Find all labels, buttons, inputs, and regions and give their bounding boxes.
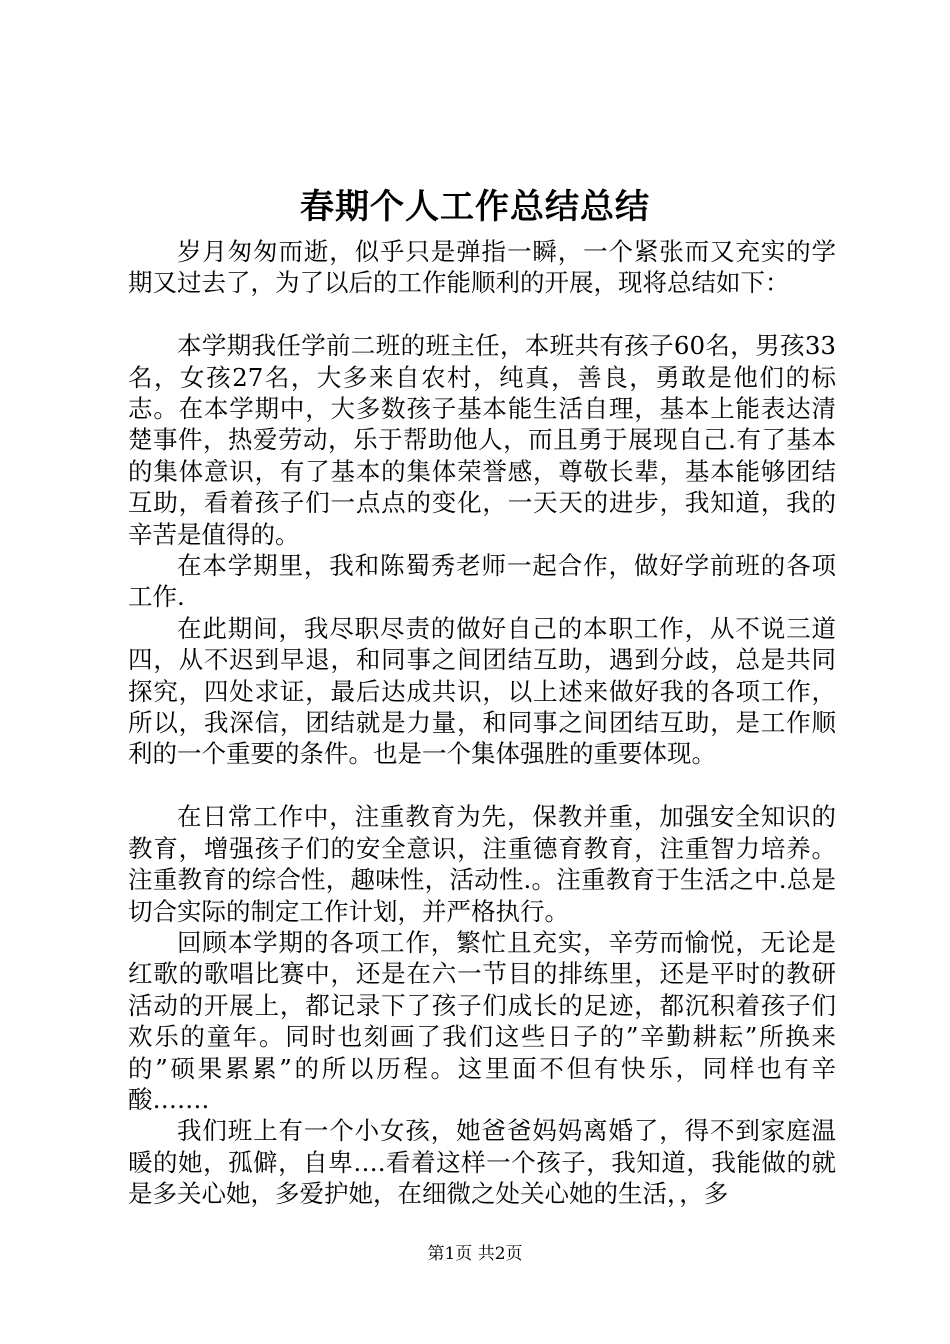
paragraph-teamwork: 在此期间，我尽职尽责的做好自己的本职工作，从不说三道四，从不迟到早退，和同事之间团结互助，遇到分歧，总是共同探究，四处求证，最后达成共识，以上述来做好我的各项工作，所以，我深信，团结就是力量，和同事之间团结互助，是工作顺利的一个重要的条件。也是一个集体强胜的重要体现。: [128, 613, 836, 769]
paragraph-review: 回顾本学期的各项工作，繁忙且充实，辛劳而愉悦，无论是红歌的歌唱比赛中，还是在六一节目的排练里，还是平时的教研活动的开展上，都记录下了孩子们成长的足迹，都沉积着孩子们欢乐的童年。同时也刻画了我们这些日子的”辛勤耕耘”所换来的”硕果累累”的所以历程。这里面不但有快乐，同样也有辛酸…….: [128, 927, 836, 1114]
document-title: 春期个人工作总结总结: [300, 187, 650, 227]
paragraph-class-overview: 本学期我任学前二班的班主任，本班共有孩子60名，男孩33名，女孩27名，大多来自农村，纯真，善良，勇敢是他们的标志。在本学期中，大多数孩子基本能生活自理，基本上能表达清楚事件，热爱劳动，乐于帮助他人，而且勇于展现自己.有了基本的集体意识，有了基本的集体荣誉感，尊敬长辈，基本能够团结互助，看着孩子们一点点的变化，一天天的进步，我知道，我的辛苦是值得的。: [128, 331, 836, 549]
paragraph-cooperation: 在本学期里，我和陈蜀秀老师一起合作，做好学前班的各项工作.: [128, 551, 836, 612]
document-body: [128, 236, 836, 1210]
paragraph-intro: 岁月匆匆而逝，似乎只是弹指一瞬，一个紧张而又充实的学期又过去了，为了以后的工作能顺利的开展，现将总结如下：: [128, 237, 836, 298]
paragraph-student-story: 我们班上有一个小女孩，她爸爸妈妈离婚了，得不到家庭温暖的她，孤僻，自卑….看着这样一个孩子，我知道，我能做的就是多关心她，多爱护她，在细微之处关心她的生活，，多: [128, 1116, 836, 1209]
paragraph-daily-work: 在日常工作中，注重教育为先，保教并重，加强安全知识的教育，增强孩子们的安全意识，注重德育教育，注重智力培养。注重教育的综合性，趣味性，活动性.。注重教育于生活之中.总是切合实际的制定工作计划，并严格执行。: [128, 802, 836, 926]
page-number-footer: 第1页 共2页: [427, 1244, 523, 1264]
